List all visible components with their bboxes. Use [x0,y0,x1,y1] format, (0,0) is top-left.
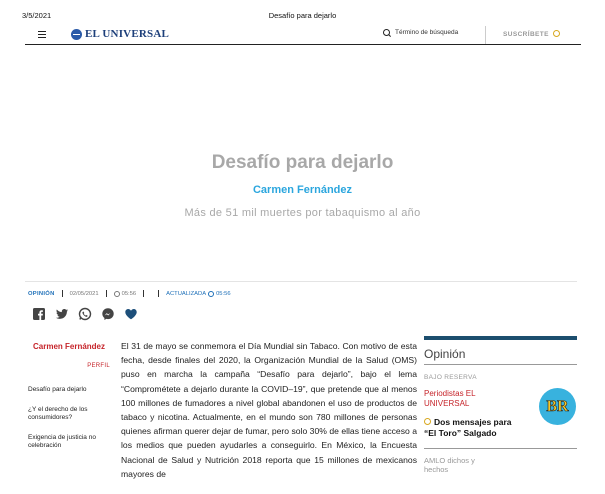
meta-separator [143,290,144,297]
site-logo[interactable] [71,28,169,40]
sidebar-title: Opinión [424,347,577,365]
column-avatar[interactable] [539,388,576,425]
meta-separator [106,290,107,297]
search-icon [383,29,390,36]
column-author[interactable]: Periodistas EL UNIVERSAL [424,389,476,408]
related-item[interactable]: Desafío para dejarlo [28,386,87,393]
column-label[interactable]: BAJO RESERVA [424,374,477,381]
sidebar-author[interactable]: Carmen Fernández [32,342,106,351]
premium-icon [424,418,431,425]
clock-icon [208,291,214,297]
header-divider [485,26,486,44]
related-item[interactable]: Exigencia de justicia no celebración [28,433,96,449]
globe-icon [71,29,82,40]
opinion-sidebar [424,336,577,474]
share-bar [32,307,138,321]
site-header [25,26,581,45]
article-body: El 31 de mayo se conmemora el Día Mundial sin Tabaco. Con motivo de esta fecha, desde finales del 2020, la Organización Mundial de la Salud (OMS) puso en marcha la campaña “Desafío para dejarlo”, bajo el lema “Comprométete a dejarlo durante la COVID–19”, que pretende que al menos 100 millones de fumadores a nivel global abandonen el uso de productos de tabaco y nicotina. Actualmente, en el mundo son 780 millones de personas quienes afirman querer dejar de fumar, pero solo 30% de ellas tiene acceso a los medios que pueden ayudarles a conseguirlo. En México, la Encuesta Nacional de Salud y Nutrición 2018 reporta que 15 millones de mexicanos mayores de [121,341,417,479]
next-column-label[interactable]: AMLO dichos y hechos [424,456,475,474]
print-header [0,9,605,23]
clock-icon [114,291,120,297]
article-subhead: Más de 51 mil muertes por tabaquismo al año [184,207,421,219]
article-headline: Desafío para dejarlo [211,152,394,173]
menu-icon[interactable] [38,29,46,39]
print-date: 3/5/2021 [22,11,52,20]
column-headline[interactable] [424,417,514,439]
related-item[interactable]: ¿Y el derecho de los consumidores? [28,405,88,421]
print-title: Desafío para dejarlo [268,11,337,20]
article-meta [28,290,231,297]
subscribe-icon [553,30,560,37]
messenger-icon[interactable] [101,307,115,321]
avatar-text: BR [546,397,569,415]
meta-separator [62,290,63,297]
updated-time: 05:56 [216,290,231,297]
logo-text: EL UNIVERSAL [85,28,170,40]
meta-divider [25,281,577,282]
column-headline-text: Dos mensajes para “El Toro” Salgado [424,417,512,438]
publish-time: 05:56 [121,290,137,297]
meta-separator [158,290,159,297]
sidebar-top-bar [424,336,577,340]
twitter-icon[interactable] [55,307,69,321]
subscribe-button[interactable] [503,30,560,38]
publish-date: 02/05/2021 [69,290,99,297]
subscribe-label: SUSCRÍBETE [503,31,549,38]
related-list [28,386,110,451]
updated-label: ACTUALIZADA [166,290,207,297]
section-label[interactable]: OPINIÓN [28,290,55,297]
sidebar-divider [424,448,577,449]
search-button[interactable] [383,29,458,36]
facebook-icon[interactable] [32,307,46,321]
author-sidebar [28,342,110,462]
search-label: Término de búsqueda [395,29,459,36]
whatsapp-icon[interactable] [78,307,92,321]
article-author[interactable]: Carmen Fernández [252,184,353,196]
article-hero [0,152,605,219]
profile-link[interactable]: PERFIL [87,363,110,369]
heart-icon[interactable] [124,307,138,321]
